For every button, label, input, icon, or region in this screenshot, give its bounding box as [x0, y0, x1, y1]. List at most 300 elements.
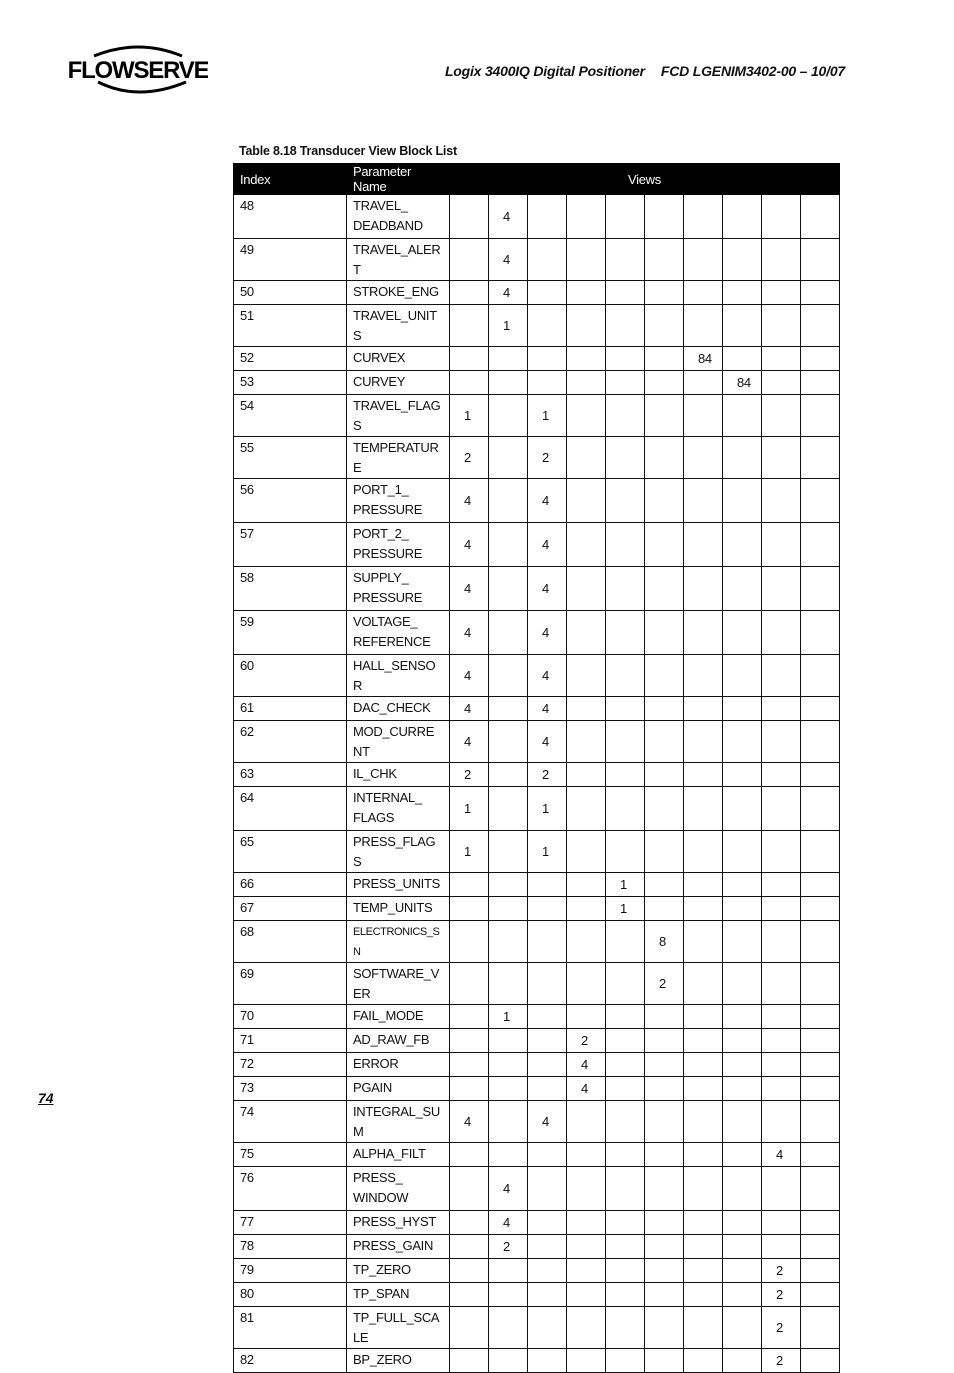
cell-view-10 [801, 437, 840, 479]
cell-parameter-name: IL_CHK [347, 763, 450, 787]
cell-view-6 [645, 697, 684, 721]
cell-view-3 [528, 1235, 567, 1259]
cell-view-8 [723, 787, 762, 831]
cell-parameter-name: ELECTRONICS_SN [347, 921, 450, 963]
cell-view-8 [723, 873, 762, 897]
cell-view-2 [489, 347, 528, 371]
cell-view-7 [684, 395, 723, 437]
cell-view-2: 4 [489, 1211, 528, 1235]
cell-view-4 [567, 437, 606, 479]
cell-view-8 [723, 437, 762, 479]
cell-view-10 [801, 479, 840, 523]
cell-parameter-name: PRESS_GAIN [347, 1235, 450, 1259]
cell-view-2 [489, 831, 528, 873]
cell-view-7 [684, 523, 723, 567]
table-row [234, 763, 840, 787]
cell-view-4 [567, 281, 606, 305]
cell-parameter-name: PRESS_FLAGS [347, 831, 450, 873]
cell-view-7 [684, 721, 723, 763]
cell-parameter-name: INTERNAL_ FLAGS [347, 787, 450, 831]
cell-view-2 [489, 1143, 528, 1167]
cell-parameter-name: MOD_CURRENT [347, 721, 450, 763]
cell-view-1: 1 [450, 831, 489, 873]
cell-view-3 [528, 921, 567, 963]
cell-index: 56 [234, 479, 347, 523]
cell-view-9 [762, 763, 801, 787]
cell-view-6 [645, 1101, 684, 1143]
cell-index: 65 [234, 831, 347, 873]
cell-view-3: 4 [528, 1101, 567, 1143]
cell-view-9 [762, 787, 801, 831]
cell-view-7 [684, 831, 723, 873]
cell-view-4: 2 [567, 1029, 606, 1053]
cell-view-6 [645, 1167, 684, 1211]
cell-view-5 [606, 523, 645, 567]
cell-parameter-name: HALL_SENSOR [347, 655, 450, 697]
cell-view-2 [489, 655, 528, 697]
table-row [234, 1101, 840, 1143]
cell-view-5 [606, 347, 645, 371]
cell-index: 73 [234, 1077, 347, 1101]
cell-index: 82 [234, 1349, 347, 1373]
cell-view-1 [450, 1167, 489, 1211]
cell-view-3: 4 [528, 655, 567, 697]
cell-view-9 [762, 347, 801, 371]
cell-view-4 [567, 921, 606, 963]
cell-view-7: 84 [684, 347, 723, 371]
cell-view-2 [489, 897, 528, 921]
cell-view-1: 4 [450, 567, 489, 611]
cell-view-10 [801, 1167, 840, 1211]
cell-view-3: 2 [528, 763, 567, 787]
cell-view-5 [606, 1283, 645, 1307]
cell-view-8 [723, 567, 762, 611]
table-row [234, 787, 840, 831]
cell-view-3: 1 [528, 831, 567, 873]
cell-view-8 [723, 1005, 762, 1029]
cell-parameter-name: INTEGRAL_SUM [347, 1101, 450, 1143]
cell-view-2 [489, 1259, 528, 1283]
cell-view-5 [606, 1349, 645, 1373]
cell-view-9 [762, 395, 801, 437]
cell-view-10 [801, 787, 840, 831]
cell-view-8 [723, 281, 762, 305]
cell-parameter-name: TRAVEL_ALERT [347, 239, 450, 281]
cell-view-2 [489, 873, 528, 897]
cell-view-7 [684, 281, 723, 305]
cell-view-6 [645, 347, 684, 371]
cell-view-4 [567, 831, 606, 873]
cell-view-1: 4 [450, 523, 489, 567]
cell-parameter-name: PRESS_ WINDOW [347, 1167, 450, 1211]
cell-view-2 [489, 697, 528, 721]
product-title: Logix 3400IQ Digital Positioner [444, 63, 645, 79]
table-row [234, 921, 840, 963]
cell-view-8 [723, 239, 762, 281]
cell-view-10 [801, 831, 840, 873]
cell-view-8 [723, 1283, 762, 1307]
logo-wordmark: FLOWSERVE [68, 57, 208, 84]
cell-view-3: 4 [528, 721, 567, 763]
cell-view-1: 1 [450, 787, 489, 831]
cell-view-9 [762, 567, 801, 611]
cell-view-4 [567, 1167, 606, 1211]
cell-view-5 [606, 1307, 645, 1349]
cell-view-4 [567, 195, 606, 239]
cell-view-6 [645, 523, 684, 567]
cell-view-3 [528, 1143, 567, 1167]
table-row [234, 239, 840, 281]
cell-view-1 [450, 305, 489, 347]
cell-view-7 [684, 1101, 723, 1143]
cell-view-4 [567, 479, 606, 523]
cell-view-5 [606, 1053, 645, 1077]
table-row [234, 437, 840, 479]
cell-view-1: 2 [450, 437, 489, 479]
cell-view-3 [528, 873, 567, 897]
table-row [234, 963, 840, 1005]
cell-view-6 [645, 897, 684, 921]
header-parameter-name: Parameter Name [347, 164, 450, 195]
cell-view-9 [762, 611, 801, 655]
cell-index: 62 [234, 721, 347, 763]
cell-view-7 [684, 371, 723, 395]
cell-view-3 [528, 1077, 567, 1101]
cell-view-6 [645, 239, 684, 281]
cell-view-2: 1 [489, 305, 528, 347]
cell-view-6 [645, 305, 684, 347]
cell-view-1 [450, 1077, 489, 1101]
cell-index: 81 [234, 1307, 347, 1349]
page-number: 74 [38, 1090, 54, 1106]
cell-view-10 [801, 921, 840, 963]
cell-view-3 [528, 1167, 567, 1211]
cell-view-10 [801, 347, 840, 371]
cell-view-4 [567, 1235, 606, 1259]
cell-view-2 [489, 1307, 528, 1349]
cell-view-10 [801, 1307, 840, 1349]
cell-view-1 [450, 1349, 489, 1373]
cell-view-9 [762, 873, 801, 897]
cell-view-9 [762, 479, 801, 523]
cell-view-3 [528, 1307, 567, 1349]
cell-index: 52 [234, 347, 347, 371]
cell-view-3: 1 [528, 395, 567, 437]
cell-view-5: 1 [606, 897, 645, 921]
cell-view-9 [762, 697, 801, 721]
cell-view-10 [801, 1101, 840, 1143]
cell-view-1 [450, 1029, 489, 1053]
cell-view-2: 4 [489, 281, 528, 305]
header-index: Index [234, 164, 347, 195]
cell-view-2: 4 [489, 239, 528, 281]
cell-view-8 [723, 1235, 762, 1259]
cell-view-10 [801, 763, 840, 787]
cell-view-4 [567, 1307, 606, 1349]
cell-view-5 [606, 787, 645, 831]
cell-view-6 [645, 1077, 684, 1101]
cell-index: 75 [234, 1143, 347, 1167]
cell-view-10 [801, 305, 840, 347]
cell-view-8 [723, 1053, 762, 1077]
cell-view-9 [762, 1167, 801, 1211]
cell-view-8 [723, 897, 762, 921]
cell-parameter-name: PRESS_UNITS [347, 873, 450, 897]
cell-index: 77 [234, 1211, 347, 1235]
cell-view-2 [489, 1029, 528, 1053]
cell-view-9 [762, 523, 801, 567]
cell-index: 57 [234, 523, 347, 567]
cell-view-2 [489, 479, 528, 523]
cell-index: 54 [234, 395, 347, 437]
cell-view-2 [489, 1349, 528, 1373]
cell-view-1 [450, 1259, 489, 1283]
document-code: FCD LGENIM3402-00 – 10/07 [660, 63, 845, 79]
cell-parameter-name: FAIL_MODE [347, 1005, 450, 1029]
cell-view-5 [606, 697, 645, 721]
cell-view-2 [489, 523, 528, 567]
cell-view-9 [762, 897, 801, 921]
cell-view-9 [762, 1101, 801, 1143]
cell-parameter-name: CURVEY [347, 371, 450, 395]
table-row [234, 347, 840, 371]
table-row [234, 395, 840, 437]
cell-view-1 [450, 281, 489, 305]
table-row [234, 873, 840, 897]
cell-view-2 [489, 763, 528, 787]
cell-parameter-name: VOLTAGE_ REFERENCE [347, 611, 450, 655]
cell-view-7 [684, 195, 723, 239]
cell-index: 49 [234, 239, 347, 281]
cell-view-4 [567, 763, 606, 787]
cell-view-10 [801, 873, 840, 897]
cell-view-6: 2 [645, 963, 684, 1005]
cell-view-1: 2 [450, 763, 489, 787]
table-header-row [234, 164, 840, 195]
cell-view-5 [606, 239, 645, 281]
cell-view-10 [801, 1005, 840, 1029]
cell-view-7 [684, 897, 723, 921]
cell-view-7 [684, 763, 723, 787]
cell-view-3 [528, 1029, 567, 1053]
cell-parameter-name: TRAVEL_UNITS [347, 305, 450, 347]
cell-view-6 [645, 1053, 684, 1077]
cell-view-6 [645, 195, 684, 239]
cell-index: 67 [234, 897, 347, 921]
cell-parameter-name: TEMP_UNITS [347, 897, 450, 921]
cell-view-4 [567, 395, 606, 437]
cell-view-2 [489, 1077, 528, 1101]
table-row [234, 831, 840, 873]
cell-view-4 [567, 897, 606, 921]
cell-index: 50 [234, 281, 347, 305]
cell-view-5 [606, 437, 645, 479]
cell-view-6 [645, 1029, 684, 1053]
cell-view-5: 1 [606, 873, 645, 897]
table-row [234, 1077, 840, 1101]
cell-parameter-name: SOFTWARE_VER [347, 963, 450, 1005]
cell-view-2: 1 [489, 1005, 528, 1029]
cell-view-7 [684, 1307, 723, 1349]
cell-index: 80 [234, 1283, 347, 1307]
cell-view-4 [567, 347, 606, 371]
cell-view-9 [762, 1077, 801, 1101]
cell-view-6 [645, 873, 684, 897]
cell-view-10 [801, 1029, 840, 1053]
cell-view-10 [801, 239, 840, 281]
cell-view-8 [723, 1101, 762, 1143]
cell-parameter-name: SUPPLY_ PRESSURE [347, 567, 450, 611]
cell-view-8 [723, 479, 762, 523]
cell-view-1 [450, 239, 489, 281]
cell-view-8: 84 [723, 371, 762, 395]
cell-parameter-name: TP_SPAN [347, 1283, 450, 1307]
cell-view-5 [606, 763, 645, 787]
cell-view-7 [684, 611, 723, 655]
cell-parameter-name: TRAVEL_ DEADBAND [347, 195, 450, 239]
cell-index: 53 [234, 371, 347, 395]
cell-view-6 [645, 281, 684, 305]
cell-view-8 [723, 831, 762, 873]
cell-view-4 [567, 1283, 606, 1307]
table-row [234, 1349, 840, 1373]
cell-parameter-name: TP_FULL_SCALE [347, 1307, 450, 1349]
cell-parameter-name: BP_ZERO [347, 1349, 450, 1373]
table-body [234, 195, 840, 1373]
cell-view-10 [801, 395, 840, 437]
cell-view-5 [606, 1167, 645, 1211]
cell-view-8 [723, 1143, 762, 1167]
cell-view-9: 2 [762, 1349, 801, 1373]
cell-view-1: 4 [450, 655, 489, 697]
cell-view-6 [645, 655, 684, 697]
cell-view-5 [606, 1101, 645, 1143]
cell-view-9 [762, 831, 801, 873]
cell-view-7 [684, 479, 723, 523]
cell-view-7 [684, 1283, 723, 1307]
table-row [234, 305, 840, 347]
cell-view-4 [567, 1101, 606, 1143]
cell-view-4 [567, 371, 606, 395]
cell-index: 64 [234, 787, 347, 831]
cell-view-8 [723, 1029, 762, 1053]
cell-view-9 [762, 239, 801, 281]
cell-view-9 [762, 281, 801, 305]
cell-view-6 [645, 763, 684, 787]
cell-view-6 [645, 479, 684, 523]
table-row [234, 479, 840, 523]
cell-view-10 [801, 195, 840, 239]
cell-view-4 [567, 787, 606, 831]
cell-view-4 [567, 721, 606, 763]
cell-view-10 [801, 1235, 840, 1259]
cell-view-10 [801, 1259, 840, 1283]
cell-view-4: 4 [567, 1077, 606, 1101]
cell-view-9 [762, 1053, 801, 1077]
cell-view-7 [684, 921, 723, 963]
cell-view-3 [528, 195, 567, 239]
cell-view-6 [645, 721, 684, 763]
cell-index: 74 [234, 1101, 347, 1143]
cell-view-9 [762, 195, 801, 239]
cell-view-8 [723, 763, 762, 787]
cell-index: 71 [234, 1029, 347, 1053]
cell-view-10 [801, 371, 840, 395]
cell-view-7 [684, 873, 723, 897]
cell-view-9 [762, 1235, 801, 1259]
cell-view-4 [567, 1349, 606, 1373]
cell-view-6 [645, 831, 684, 873]
cell-view-3 [528, 1259, 567, 1283]
cell-parameter-name: PORT_1_ PRESSURE [347, 479, 450, 523]
cell-view-3 [528, 239, 567, 281]
cell-view-10 [801, 1283, 840, 1307]
cell-view-8 [723, 523, 762, 567]
cell-view-1 [450, 1143, 489, 1167]
cell-view-8 [723, 1259, 762, 1283]
header-views: Views [450, 164, 840, 195]
cell-index: 70 [234, 1005, 347, 1029]
flowserve-logo-graphic [68, 44, 208, 96]
cell-view-1 [450, 897, 489, 921]
cell-view-4 [567, 873, 606, 897]
cell-parameter-name: TP_ZERO [347, 1259, 450, 1283]
cell-view-7 [684, 1029, 723, 1053]
cell-view-4 [567, 697, 606, 721]
cell-index: 78 [234, 1235, 347, 1259]
cell-view-10 [801, 963, 840, 1005]
page-header [445, 63, 845, 79]
cell-view-4 [567, 239, 606, 281]
cell-index: 69 [234, 963, 347, 1005]
cell-view-1 [450, 347, 489, 371]
cell-view-1 [450, 371, 489, 395]
table-row [234, 655, 840, 697]
cell-view-7 [684, 1349, 723, 1373]
cell-view-9 [762, 1005, 801, 1029]
cell-view-5 [606, 1259, 645, 1283]
cell-view-8 [723, 921, 762, 963]
cell-view-10 [801, 655, 840, 697]
cell-view-10 [801, 1077, 840, 1101]
cell-view-1 [450, 1283, 489, 1307]
cell-view-10 [801, 697, 840, 721]
cell-view-1 [450, 921, 489, 963]
table-row [234, 1143, 840, 1167]
cell-view-10 [801, 1349, 840, 1373]
cell-view-9: 2 [762, 1283, 801, 1307]
cell-parameter-name: ERROR [347, 1053, 450, 1077]
cell-view-7 [684, 1211, 723, 1235]
flowserve-logo [68, 44, 208, 96]
cell-view-4 [567, 305, 606, 347]
cell-view-7 [684, 1053, 723, 1077]
cell-view-9: 2 [762, 1259, 801, 1283]
cell-view-4 [567, 611, 606, 655]
table-row [234, 1053, 840, 1077]
cell-view-7 [684, 1005, 723, 1029]
cell-parameter-name: ALPHA_FILT [347, 1143, 450, 1167]
cell-view-3: 4 [528, 479, 567, 523]
cell-index: 55 [234, 437, 347, 479]
cell-parameter-name: STROKE_ENG [347, 281, 450, 305]
cell-view-7 [684, 787, 723, 831]
table-row [234, 1005, 840, 1029]
cell-view-4 [567, 567, 606, 611]
cell-view-8 [723, 305, 762, 347]
cell-parameter-name: AD_RAW_FB [347, 1029, 450, 1053]
cell-view-9 [762, 655, 801, 697]
